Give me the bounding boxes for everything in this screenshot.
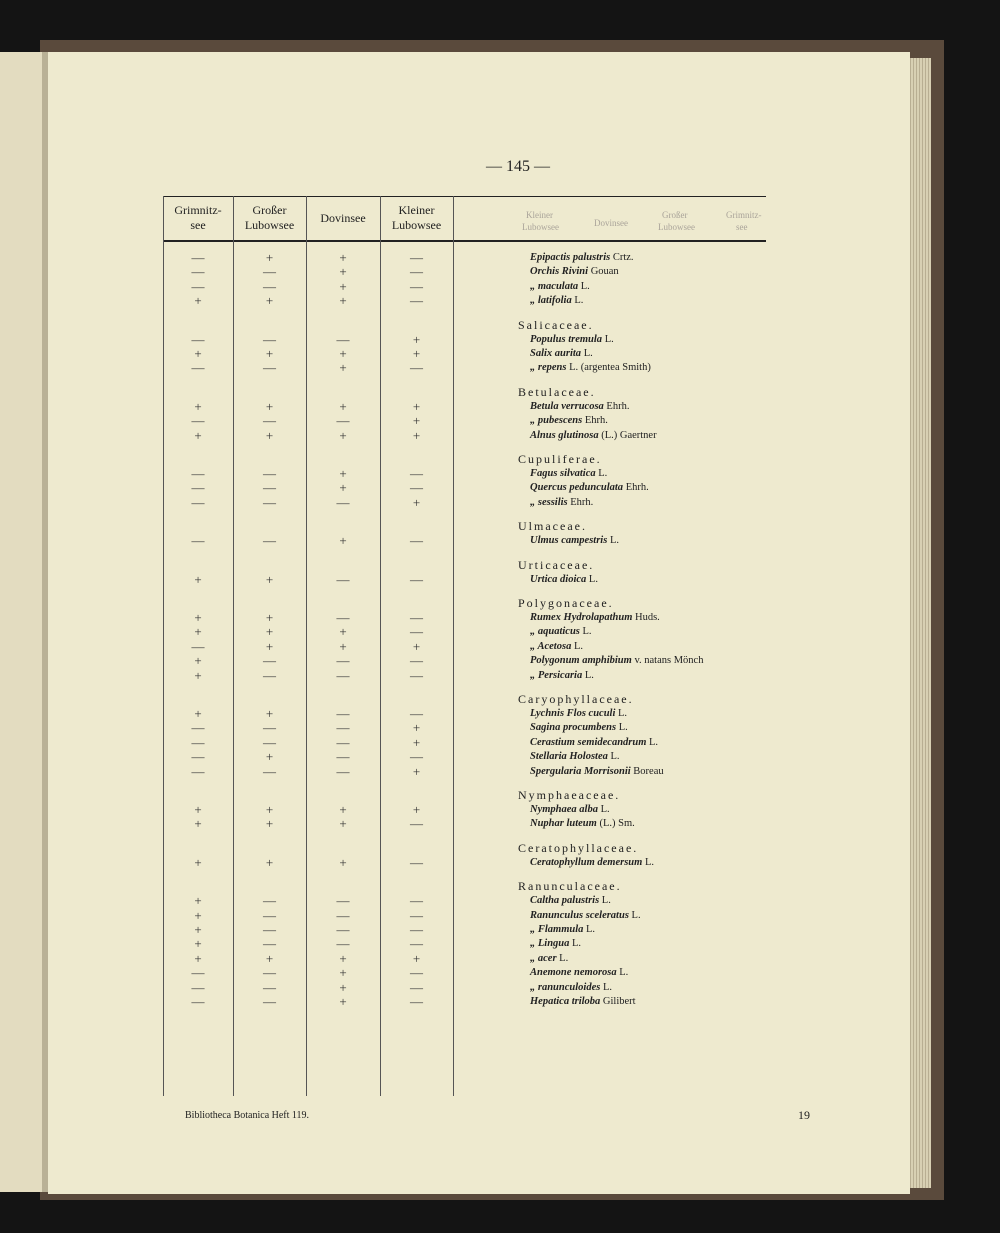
species-name: „ Acetosa: [530, 640, 572, 652]
species-author: Huds.: [635, 612, 660, 623]
species-name: Betula verrucosa: [530, 400, 604, 412]
occurrence-mark: —: [410, 360, 423, 376]
occurrence-mark: +: [265, 624, 274, 640]
species-author: L.: [609, 535, 619, 547]
occurrence-mark: +: [412, 427, 421, 443]
occurrence-mark: —: [263, 331, 276, 347]
family-heading: Ranunculaceae.: [518, 879, 622, 894]
species-name: Urtica dioica: [530, 573, 587, 585]
species-author: L.: [610, 751, 620, 763]
occurrence-mark: +: [194, 427, 202, 443]
occurrence-mark: —: [191, 466, 205, 481]
species-entry: [530, 804, 610, 815]
occurrence-mark: —: [410, 293, 423, 309]
occurrence-mark: +: [339, 816, 347, 832]
occurrence-mark: —: [191, 965, 205, 981]
species-entry: [530, 953, 568, 964]
header-label: Dovinsee: [320, 210, 366, 225]
occurrence-mark: +: [194, 907, 202, 923]
species-name: Cerastium semidecandrum: [530, 736, 647, 748]
faded-header: Grimnitz-: [726, 210, 762, 220]
occurrence-mark: —: [191, 413, 205, 429]
family-heading: Caryophyllaceae.: [518, 692, 634, 706]
occurrence-mark: +: [194, 571, 202, 587]
species-name: „ maculata: [530, 280, 579, 292]
occurrence-mark: —: [410, 250, 423, 265]
family-heading: Ulmaceae.: [518, 519, 587, 534]
species-author: L.: [559, 952, 569, 964]
occurrence-mark: —: [263, 667, 276, 683]
occurrence-mark: —: [191, 480, 205, 496]
occurrence-mark: —: [263, 907, 276, 923]
occurrence-mark: +: [412, 734, 421, 750]
occurrence-mark: +: [339, 854, 347, 870]
species-entry: [530, 641, 583, 652]
occurrence-mark: +: [339, 360, 347, 376]
species-entry: [530, 982, 612, 993]
occurrence-mark: —: [191, 734, 205, 750]
family-heading: Nymphaeaceae.: [518, 788, 621, 802]
species-author: Crtz.: [612, 252, 634, 263]
occurrence-mark: +: [412, 763, 421, 779]
family-heading: Ceratophyllaceae.: [518, 840, 639, 855]
species-author: L.: [644, 856, 654, 868]
occurrence-mark: +: [194, 922, 202, 937]
species-author: Gilibert: [602, 996, 636, 1007]
species-name: Quercus pedunculata: [530, 482, 624, 494]
species-author: Ehrh.: [606, 400, 630, 412]
occurrence-mark: —: [410, 893, 423, 909]
occurrence-mark: +: [339, 802, 347, 817]
occurrence-mark: —: [263, 734, 276, 750]
occurrence-mark: —: [336, 331, 350, 347]
occurrence-mark: —: [263, 965, 276, 981]
faded-header: Kleiner: [526, 210, 553, 220]
species-author: L.: [582, 626, 592, 638]
species-name: Sagina procumbens: [530, 722, 617, 734]
occurrence-mark: +: [265, 427, 274, 443]
species-entry: [530, 967, 628, 978]
species-entry: [530, 281, 590, 292]
species-author: Boreau: [633, 765, 664, 777]
occurrence-mark: —: [263, 922, 276, 937]
species-entry: [530, 362, 651, 373]
occurrence-mark: —: [191, 331, 205, 347]
occurrence-mark: +: [412, 413, 421, 429]
occurrence-mark: +: [194, 854, 202, 870]
occurrence-mark: +: [265, 749, 274, 765]
occurrence-mark: —: [336, 413, 350, 429]
occurrence-mark: +: [339, 965, 347, 981]
species-name: „ sessilis: [530, 496, 568, 508]
occurrence-mark: +: [265, 398, 274, 414]
species-entry: [530, 535, 619, 546]
occurrence-mark: +: [339, 250, 347, 265]
occurrence-mark: +: [339, 264, 347, 280]
species-entry: [530, 348, 593, 359]
occurrence-mark: +: [412, 950, 421, 966]
faded-header: Dovinsee: [594, 218, 628, 228]
species-name: Alnus glutinosa: [530, 429, 599, 441]
species-name: „ pubescens: [530, 415, 583, 427]
species-entry: [530, 708, 627, 719]
occurrence-mark: —: [191, 494, 205, 510]
species-name: Polygonum amphibium: [530, 655, 632, 667]
occurrence-mark: +: [265, 950, 274, 966]
species-author: L.: [583, 348, 593, 359]
species-name: Rumex Hydrolapathum: [530, 612, 633, 623]
species-table: [163, 196, 766, 1096]
occurrence-mark: +: [339, 950, 347, 966]
occurrence-mark: —: [263, 360, 276, 376]
species-author: L.: [584, 669, 594, 681]
occurrence-mark: —: [263, 413, 276, 429]
occurrence-mark: +: [412, 720, 421, 736]
occurrence-mark: +: [339, 427, 347, 443]
occurrence-mark: —: [336, 922, 350, 937]
species-name: „ repens: [530, 362, 567, 374]
species-name: Stellaria Holostea: [530, 751, 608, 763]
occurrence-mark: +: [265, 250, 274, 265]
header-label: Grimnitz- see: [174, 203, 222, 232]
occurrence-mark: —: [336, 706, 350, 721]
species-author: L.: [588, 573, 598, 585]
species-author: L.: [619, 967, 629, 979]
occurrence-mark: —: [410, 667, 423, 683]
occurrence-mark: —: [191, 749, 205, 765]
species-entry: [530, 612, 660, 623]
occurrence-mark: +: [194, 624, 202, 640]
species-entry: [530, 252, 634, 263]
occurrence-mark: —: [263, 979, 276, 995]
species-name: „ aquaticus: [530, 626, 580, 638]
occurrence-mark: +: [265, 638, 274, 654]
species-entry: [530, 295, 583, 306]
occurrence-mark: —: [263, 494, 276, 510]
species-author: L.: [574, 295, 584, 307]
species-entry: [530, 751, 620, 762]
occurrence-mark: +: [412, 494, 421, 510]
occurrence-mark: —: [410, 653, 423, 669]
occurrence-mark: —: [191, 763, 205, 779]
species-entry: [530, 910, 641, 921]
occurrence-mark: —: [336, 749, 350, 765]
species-entry: [530, 266, 619, 277]
table-body: [163, 196, 766, 1096]
occurrence-mark: +: [339, 533, 347, 549]
occurrence-mark: +: [194, 398, 202, 414]
occurrence-mark: —: [191, 638, 205, 654]
family-heading: Cupuliferae.: [518, 452, 602, 466]
species-author: Ehrh.: [584, 415, 608, 427]
species-entry: [530, 401, 629, 412]
species-author: L.: [602, 981, 612, 993]
species-name: „ acer: [530, 952, 557, 964]
species-entry: [530, 938, 581, 949]
species-author: Ehrh.: [570, 496, 594, 508]
occurrence-mark: —: [410, 936, 423, 952]
occurrence-mark: —: [410, 278, 423, 294]
occurrence-mark: +: [339, 624, 347, 640]
species-author: Gouan: [590, 266, 619, 278]
species-entry: [530, 766, 664, 777]
species-entry: [530, 996, 636, 1007]
species-author: L.: [649, 736, 659, 748]
occurrence-mark: —: [191, 979, 205, 995]
faded-header: Lubowsee: [658, 222, 695, 232]
species-author: L.: [586, 924, 596, 935]
occurrence-mark: +: [194, 936, 202, 952]
page-number: — 145 —: [486, 158, 550, 175]
faded-header: see: [736, 222, 748, 232]
species-author: L.: [604, 333, 614, 345]
occurrence-mark: —: [410, 816, 423, 832]
species-entry: [530, 737, 658, 748]
occurrence-mark: +: [412, 398, 421, 414]
occurrence-mark: +: [339, 979, 347, 995]
occurrence-mark: +: [339, 480, 347, 496]
family-heading: Betulaceae.: [518, 384, 596, 399]
occurrence-mark: +: [194, 667, 202, 683]
occurrence-mark: +: [265, 816, 274, 832]
sheet-number: 19: [798, 1108, 810, 1122]
species-entry: [530, 482, 649, 493]
occurrence-mark: —: [410, 979, 423, 995]
occurrence-mark: +: [194, 893, 202, 909]
occurrence-mark: —: [263, 994, 276, 1009]
occurrence-mark: —: [336, 494, 350, 510]
occurrence-mark: —: [191, 278, 205, 294]
species-entry: [530, 574, 598, 585]
occurrence-mark: —: [410, 854, 423, 870]
occurrence-mark: —: [263, 466, 276, 481]
species-entry: [530, 430, 657, 441]
species-entry: [530, 655, 703, 666]
occurrence-mark: +: [194, 653, 202, 669]
occurrence-mark: —: [336, 734, 350, 750]
species-name: Populus tremula: [530, 333, 603, 345]
occurrence-mark: —: [336, 763, 350, 779]
occurrence-mark: —: [336, 667, 350, 683]
species-author: L.: [598, 468, 608, 479]
occurrence-mark: +: [339, 293, 347, 309]
species-name: „ Lingua: [530, 938, 570, 950]
species-entry: [530, 857, 654, 868]
occurrence-mark: +: [339, 466, 347, 481]
occurrence-mark: —: [191, 360, 205, 376]
occurrence-mark: +: [412, 331, 421, 347]
species-author: L.: [573, 640, 583, 652]
occurrence-mark: —: [336, 936, 350, 952]
species-name: „ ranunculoides: [530, 981, 601, 993]
species-entry: [530, 895, 611, 906]
occurrence-mark: —: [263, 763, 276, 779]
occurrence-mark: —: [410, 994, 423, 1009]
species-name: Anemone nemorosa: [530, 967, 617, 979]
occurrence-mark: —: [336, 893, 350, 909]
species-name: Ranunculus sceleratus: [530, 909, 629, 921]
occurrence-mark: +: [339, 638, 347, 654]
species-author: (L.) Sm.: [599, 818, 635, 830]
occurrence-mark: +: [265, 610, 274, 625]
species-name: Orchis Rivini: [530, 266, 589, 278]
occurrence-mark: +: [412, 638, 421, 654]
species-author: L.: [600, 804, 610, 815]
header-label: Großer Lubowsee: [244, 203, 295, 232]
occurrence-mark: +: [339, 994, 347, 1009]
occurrence-mark: +: [265, 802, 274, 817]
occurrence-mark: +: [194, 950, 202, 966]
family-heading: Urticaceae.: [518, 557, 595, 572]
occurrence-mark: —: [191, 533, 205, 549]
occurrence-mark: +: [339, 398, 347, 414]
occurrence-mark: +: [194, 706, 202, 721]
occurrence-mark: —: [263, 893, 276, 909]
species-entry: [530, 670, 594, 681]
species-author: L.: [601, 895, 611, 907]
occurrence-mark: —: [263, 480, 276, 496]
occurrence-mark: —: [336, 610, 350, 625]
occurrence-mark: —: [410, 480, 423, 496]
species-name: Nuphar luteum: [530, 818, 597, 830]
occurrence-mark: +: [265, 346, 274, 361]
species-author: (L.) Gaertner: [601, 429, 657, 441]
occurrence-mark: +: [194, 816, 202, 832]
occurrence-mark: —: [410, 749, 423, 765]
occurrence-mark: —: [191, 250, 205, 265]
book-page: [48, 52, 910, 1194]
occurrence-mark: +: [194, 610, 202, 625]
species-author: L.: [580, 280, 590, 292]
occurrence-mark: —: [410, 706, 423, 721]
occurrence-mark: —: [410, 533, 423, 549]
species-name: Fagus silvatica: [530, 468, 596, 479]
occurrence-mark: +: [194, 346, 202, 361]
species-name: „ latifolia: [530, 295, 572, 307]
occurrence-mark: —: [410, 466, 423, 481]
species-name: „ Persicaria: [530, 669, 583, 681]
facing-page: [0, 52, 44, 1192]
species-entry: [530, 415, 608, 426]
occurrence-mark: +: [412, 802, 421, 817]
occurrence-mark: +: [194, 293, 202, 309]
species-name: Epipactis palustris: [530, 252, 611, 263]
species-author: L.: [618, 722, 628, 734]
occurrence-mark: +: [265, 571, 274, 587]
species-author: L.: [631, 909, 641, 921]
occurrence-mark: —: [263, 653, 276, 669]
species-name: Lychnis Flos cuculi: [530, 708, 616, 719]
occurrence-mark: +: [265, 706, 274, 721]
family-heading: Salicaceae.: [518, 317, 594, 332]
species-name: Nymphaea alba: [530, 804, 598, 815]
occurrence-mark: —: [410, 571, 423, 587]
occurrence-mark: +: [339, 346, 347, 361]
occurrence-mark: —: [336, 653, 350, 669]
species-entry: [530, 334, 614, 345]
occurrence-mark: —: [336, 907, 350, 923]
species-name: Caltha palustris: [530, 895, 600, 907]
species-author: Ehrh.: [625, 482, 649, 494]
species-name: Salix aurita: [530, 348, 582, 359]
occurrence-mark: +: [194, 802, 202, 817]
species-name: Spergularia Morrisonii: [530, 765, 631, 777]
occurrence-mark: —: [410, 965, 423, 981]
species-name: Ulmus campestris: [530, 535, 608, 547]
occurrence-mark: —: [410, 922, 423, 937]
occurrence-mark: +: [412, 346, 421, 361]
species-author: L.: [618, 708, 628, 719]
species-name: „ Flammula: [530, 924, 584, 935]
book-gutter: [42, 52, 48, 1192]
occurrence-mark: —: [263, 720, 276, 736]
species-author: L.: [572, 938, 582, 950]
occurrence-mark: —: [410, 610, 423, 625]
species-entry: [530, 468, 607, 479]
faded-header: Großer: [662, 210, 688, 220]
family-heading: Polygonaceae.: [518, 596, 614, 610]
species-entry: [530, 722, 628, 733]
species-author: L. (argentea Smith): [569, 362, 651, 374]
occurrence-mark: +: [339, 278, 347, 294]
occurrence-mark: +: [265, 854, 274, 870]
occurrence-mark: +: [265, 293, 274, 309]
occurrence-mark: —: [410, 264, 423, 280]
occurrence-mark: —: [336, 720, 350, 736]
series-footer: Bibliotheca Botanica Heft 119.: [185, 1110, 310, 1121]
occurrence-mark: —: [336, 571, 350, 587]
species-entry: [530, 924, 595, 935]
species-entry: [530, 818, 635, 829]
species-name: Ceratophyllum demersum: [530, 856, 643, 868]
occurrence-mark: —: [263, 278, 276, 294]
species-name: Hepatica triloba: [530, 996, 601, 1007]
occurrence-mark: —: [191, 720, 205, 736]
species-entry: [530, 626, 592, 637]
species-entry: [530, 497, 593, 508]
species-author: v. natans Mönch: [634, 655, 704, 667]
occurrence-mark: —: [263, 936, 276, 952]
faded-header: Lubowsee: [522, 222, 559, 232]
occurrence-mark: —: [263, 264, 276, 280]
occurrence-mark: —: [191, 264, 205, 280]
header-label: Kleiner Lubowsee: [391, 203, 442, 232]
occurrence-mark: —: [410, 624, 423, 640]
occurrence-mark: —: [410, 907, 423, 923]
occurrence-mark: —: [191, 994, 205, 1009]
occurrence-mark: —: [263, 533, 276, 549]
